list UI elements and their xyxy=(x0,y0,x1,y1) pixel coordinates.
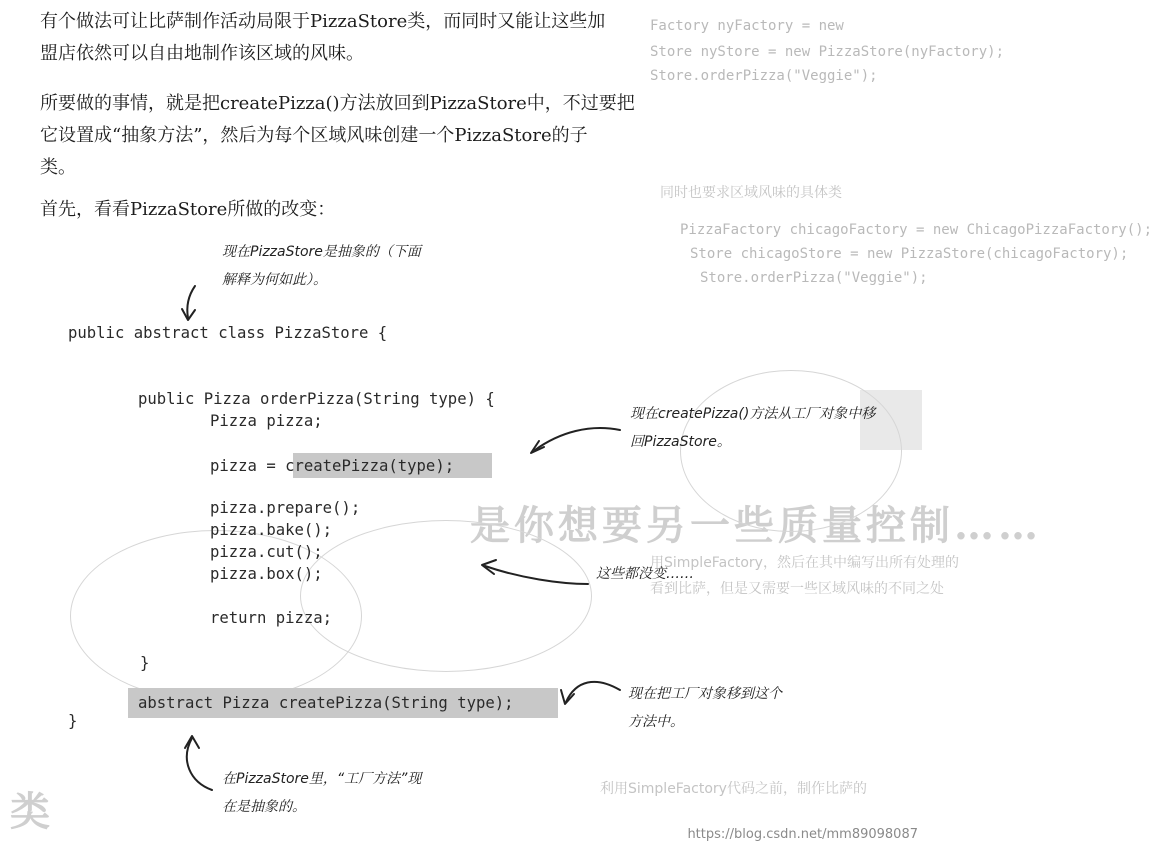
annotation-line: 现在createPizza()方法从工厂对象中移 xyxy=(630,406,876,422)
intro-line: 有个做法可让比萨制作活动局限于PizzaStore类，而同时又能让这些加 xyxy=(40,11,606,32)
code-method-declaration: public Pizza orderPizza(String type) { xyxy=(138,390,495,408)
annotation-line: 在PizzaStore里，“工厂方法”现 xyxy=(222,771,422,787)
code-abstract-method: abstract Pizza createPizza(String type); xyxy=(138,694,514,712)
code-bake: pizza.bake(); xyxy=(210,521,333,539)
lead-in-line: 首先，看看PizzaStore所做的改变： xyxy=(40,199,336,220)
watermark: https://blog.csdn.net/mm89098087 xyxy=(687,827,918,842)
code-box: pizza.box(); xyxy=(210,565,323,583)
annotation-line: 这些都没变…… xyxy=(596,566,694,582)
approach-line: 所要做的事情，就是把createPizza()方法放回到PizzaStore中，不过要把 xyxy=(40,93,635,114)
arrow-to-steps-icon xyxy=(485,566,588,584)
approach-line: 它设置成“抽象方法”，然后为每个区域风味创建一个PizzaStore的子 xyxy=(40,125,588,146)
arrow-to-factory-method-icon xyxy=(187,738,212,790)
arrow-to-create-call-icon xyxy=(535,428,620,450)
annotation-line: 在是抽象的。 xyxy=(222,799,306,815)
approach-line: 类。 xyxy=(40,157,76,178)
code-return: return pizza; xyxy=(210,609,333,627)
annotation-line: 回PizzaStore。 xyxy=(630,434,731,450)
code-cut: pizza.cut(); xyxy=(210,543,323,561)
arrow-to-abstract-method-icon xyxy=(566,682,620,702)
code-prepare: pizza.prepare(); xyxy=(210,499,361,517)
code-assign-prefix: pizza = xyxy=(210,457,286,475)
book-page: Factory nyFactory = new Store nyStore = new PizzaStore(nyFactory); Store.orderPizza("Veggie"); PizzaFactory chicagoFactory = new ChicagoPizzaFactory(); Store chicagoStore = new PizzaStore(chicagoFactory); Store.orderPizza("Veggie"); 同时也要求区域风味的具体类 是你想要另一些质量控制…… 用SimpleFactory，然后在其中编写出所有处理的 看到比萨，但是又需要一些区域风味的不同之处 类 利用SimpleFactory代码之前，制作比萨的 有个做法可让比萨制作活动局限于PizzaStore类，而同时又能让这些加 盟店依然可以自由地制作该区域的风味。 所要做的事情，就是把createPizza()方法放回到PizzaStore中，不过要把 它设置成“抽象方法”，然后为每个区域风味创建一个PizzaStore的子 类。 首先，看看PizzaStore所做的改变： public abstract class PizzaStore { public Pizza orderPizza(String type) { Pizza pizza; pizza = createPizza(type); pizza.prepare(); pizza.bake(); pizza.cut(); pizza.box(); return pizza; } abstract Pizza createPizza(String type); } 现在PizzaStore是抽象的（下面 解释为何如此）。 现在createPizza()方法从工厂对象中移 回PizzaStore。 这些都没变…… 现在把工厂对象移到这个 方法中。 在PizzaStore里，“工厂方法”现 在是抽象的。 https://blog.csdn.net/mm89098087 xyxy=(0,0,922,846)
annotation-line: 现在PizzaStore是抽象的（下面 xyxy=(222,244,421,260)
code-class-declaration: public abstract class PizzaStore { xyxy=(68,324,388,342)
annotation-line: 现在把工厂对象移到这个 xyxy=(628,686,782,702)
intro-line: 盟店依然可以自由地制作该区域的风味。 xyxy=(40,43,364,64)
annotation-line: 方法中。 xyxy=(628,714,684,730)
code-class-close: } xyxy=(68,712,78,730)
annotation-line: 解释为何如此）。 xyxy=(222,272,327,288)
code-create-pizza-call: createPizza(type); xyxy=(285,457,455,475)
code-method-close: } xyxy=(140,654,150,672)
code-pizza-variable: Pizza pizza; xyxy=(210,412,323,430)
